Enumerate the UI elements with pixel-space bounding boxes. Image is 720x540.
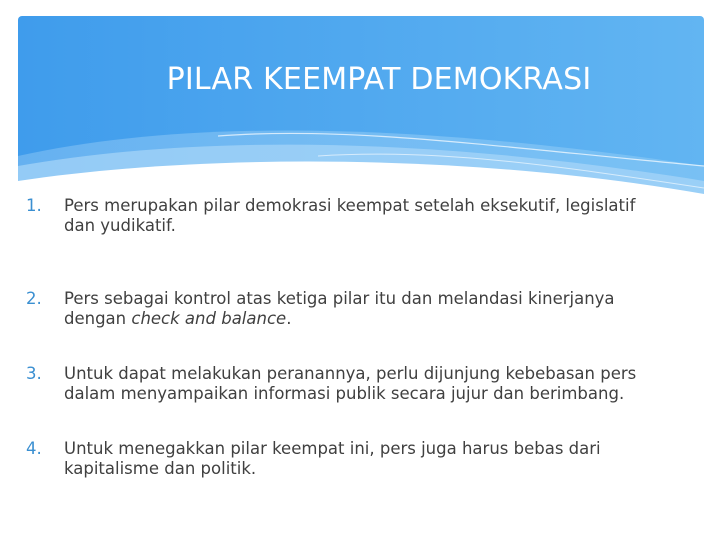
list-text: . [286, 309, 292, 328]
list-text: dengan [64, 309, 132, 328]
title-banner [18, 16, 704, 206]
list-number: 3. [26, 364, 42, 383]
list-number: 4. [26, 439, 42, 458]
list-text-line: kapitalisme dan politik. [64, 459, 257, 478]
list-text-line: Pers sebagai kontrol atas ketiga pilar itu dan melandasi kinerjanya [64, 289, 615, 308]
list-text-line [64, 309, 694, 329]
list-number: 1. [26, 196, 42, 215]
slide-title: PILAR KEEMPAT DEMOKRASI [166, 62, 592, 97]
list-number: 2. [26, 289, 42, 308]
list-text-line: Untuk menegakkan pilar keempat ini, pers juga harus bebas dari [64, 439, 601, 458]
list-text-line: dan yudikatif. [64, 216, 176, 235]
banner-background [18, 16, 704, 206]
list-text-line: Pers merupakan pilar demokrasi keempat setelah eksekutif, legislatif [64, 196, 636, 215]
list-text-line: Untuk dapat melakukan peranannya, perlu dijunjung kebebasan pers [64, 364, 637, 383]
list-text-line: dalam menyampaikan informasi publik secara jujur dan berimbang. [64, 384, 625, 403]
italic-text: check and balance [131, 309, 287, 328]
